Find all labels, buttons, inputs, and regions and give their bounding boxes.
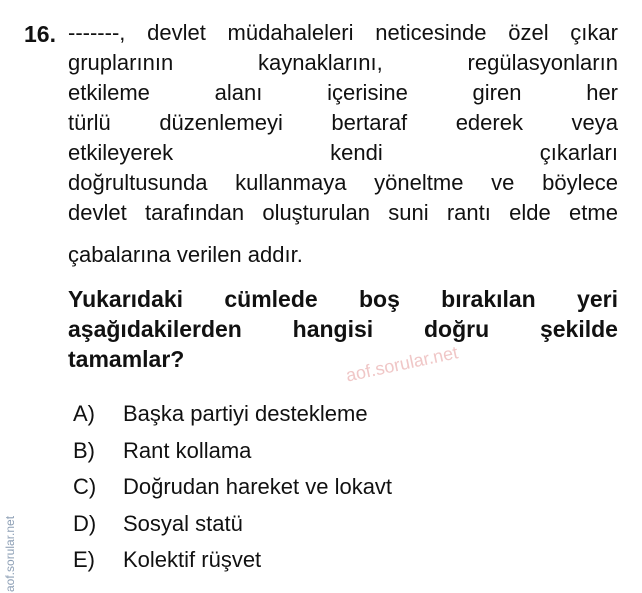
stem-word: rantı — [446, 200, 491, 225]
option-letter: B) — [73, 437, 95, 463]
stem-word: çıkarları — [539, 140, 618, 165]
stem-word: kendi — [330, 140, 383, 165]
stem-word: neticesinde — [375, 20, 487, 45]
stem-word: kaynaklarını, — [258, 50, 383, 75]
option-c[interactable] — [73, 469, 392, 506]
stem-word: düzenlemeyi — [159, 110, 283, 135]
prompt-word: yeri — [577, 286, 618, 312]
prompt-line — [68, 344, 618, 374]
prompt-word: hangisi — [292, 316, 374, 342]
option-text: Doğrudan hareket ve lokavt — [123, 474, 393, 500]
stem-line — [68, 168, 618, 198]
option-letter: D) — [73, 510, 97, 536]
watermark-side: aof.sorular.net — [3, 515, 17, 592]
prompt-word: aşağıdakilerden — [68, 316, 242, 342]
question-prompt — [68, 284, 618, 374]
stem-word: çabalarına verilen addır. — [68, 242, 303, 267]
option-d[interactable] — [73, 506, 392, 543]
stem-word: devlet — [147, 20, 206, 45]
stem-word: regülasyonların — [467, 50, 618, 75]
stem-word: yöneltme — [374, 170, 464, 195]
stem-word: gruplarının — [68, 50, 174, 75]
watermark-center: aof.sorular.net — [344, 342, 460, 386]
stem-word: kullanmaya — [235, 170, 347, 195]
prompt-word: tamamlar? — [68, 346, 185, 372]
stem-word: böylece — [542, 170, 618, 195]
prompt-word: Yukarıdaki — [68, 286, 184, 312]
question-stem — [68, 18, 618, 270]
stem-word: -------, — [68, 20, 126, 45]
prompt-word: bırakılan — [441, 286, 536, 312]
option-letter: E) — [73, 547, 95, 573]
option-a[interactable] — [73, 396, 392, 433]
stem-line — [68, 78, 618, 108]
stem-word: müdahaleleri — [227, 20, 354, 45]
option-letter: A) — [73, 401, 95, 427]
stem-word: bertaraf — [331, 110, 408, 135]
stem-line — [68, 18, 618, 48]
stem-word: tarafından — [144, 200, 245, 225]
stem-word: oluşturulan — [262, 200, 370, 225]
stem-word: alanı — [214, 80, 263, 105]
stem-word: devlet — [68, 200, 127, 225]
stem-word: elde — [509, 200, 551, 225]
stem-word: her — [586, 80, 618, 105]
stem-word: suni — [388, 200, 429, 225]
answer-options — [73, 396, 392, 579]
stem-word: veya — [571, 110, 618, 135]
option-text: Rant kollama — [123, 437, 252, 463]
prompt-line — [68, 284, 618, 314]
stem-word: ederek — [455, 110, 523, 135]
question-number: 16. — [24, 21, 56, 47]
prompt-word: şekilde — [539, 316, 618, 342]
option-b[interactable] — [73, 433, 392, 470]
stem-word: türlü — [68, 110, 111, 135]
option-text: Sosyal statü — [123, 510, 243, 536]
option-text: Kolektif rüşvet — [123, 547, 262, 573]
prompt-line — [68, 314, 618, 344]
stem-word: ve — [491, 170, 515, 195]
stem-word: etme — [569, 200, 618, 225]
stem-word: çıkar — [570, 20, 618, 45]
option-text: Başka partiyi destekleme — [123, 401, 368, 427]
stem-line — [68, 240, 618, 270]
stem-word: doğrultusunda — [68, 170, 208, 195]
prompt-word: boş — [358, 286, 400, 312]
stem-line — [68, 198, 618, 228]
option-e[interactable] — [73, 542, 392, 579]
option-letter: C) — [73, 474, 97, 500]
stem-line — [68, 138, 618, 168]
stem-word: giren — [472, 80, 522, 105]
stem-word: etkileme — [68, 80, 150, 105]
stem-word: etkileyerek — [68, 140, 174, 165]
prompt-word: cümlede — [224, 286, 318, 312]
stem-word: içerisine — [327, 80, 408, 105]
prompt-word: doğru — [424, 316, 490, 342]
stem-line — [68, 108, 618, 138]
stem-word: özel — [508, 20, 549, 45]
stem-line — [68, 48, 618, 78]
